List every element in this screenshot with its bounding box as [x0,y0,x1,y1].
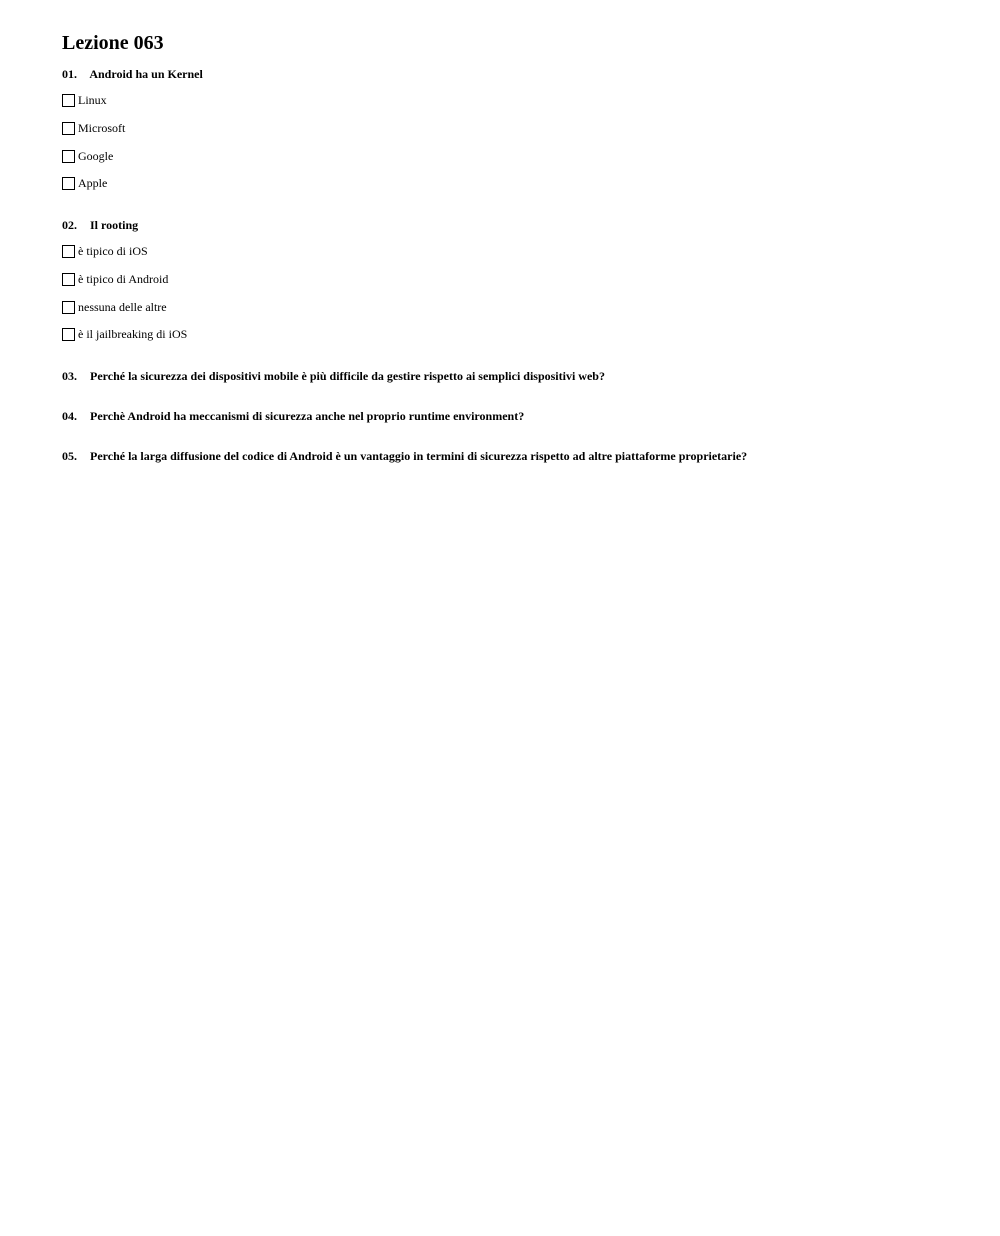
checkbox[interactable] [62,177,75,190]
option-label: Microsoft [78,121,126,135]
checkbox[interactable] [62,94,75,107]
question-number: 05. [62,449,77,463]
option-q02-jailbreaking[interactable] [62,326,187,342]
option-q02-none[interactable] [62,299,167,315]
question-05 [62,449,747,464]
question-number: 03. [62,369,77,383]
option-label: è il jailbreaking di iOS [78,327,188,341]
option-q01-google[interactable] [62,148,113,164]
question-02 [62,218,138,233]
question-number: 01. [62,67,77,81]
option-label: Google [78,149,114,163]
question-03 [62,369,605,384]
question-number: 02. [62,218,77,232]
question-04 [62,409,524,424]
checkbox[interactable] [62,328,75,341]
question-text: Android ha un Kernel [89,67,203,81]
option-label: nessuna delle altre [78,300,167,314]
option-q01-apple[interactable] [62,175,107,191]
option-q01-microsoft[interactable] [62,120,125,136]
question-text: Perché la larga diffusione del codice di Android è un vantaggio in termini di sicurezza rispetto ad altre piattaforme proprietarie? [90,449,748,463]
option-q01-linux[interactable] [62,92,107,108]
checkbox[interactable] [62,301,75,314]
option-q02-android[interactable] [62,271,168,287]
question-text: Perché la sicurezza dei dispositivi mobile è più difficile da gestire rispetto ai semplici dispositivi web? [90,369,605,383]
page-title: Lezione 063 [62,32,164,54]
question-text: Il rooting [90,218,139,232]
checkbox[interactable] [62,122,75,135]
question-text: Perchè Android ha meccanismi di sicurezza anche nel proprio runtime environment? [90,409,525,423]
checkbox[interactable] [62,245,75,258]
checkbox[interactable] [62,273,75,286]
question-01 [62,67,203,82]
checkbox[interactable] [62,150,75,163]
option-label: è tipico di Android [78,272,169,286]
option-label: Apple [78,176,108,190]
question-number: 04. [62,409,77,423]
option-q02-ios[interactable] [62,243,148,259]
option-label: è tipico di iOS [78,244,148,258]
option-label: Linux [78,93,107,107]
